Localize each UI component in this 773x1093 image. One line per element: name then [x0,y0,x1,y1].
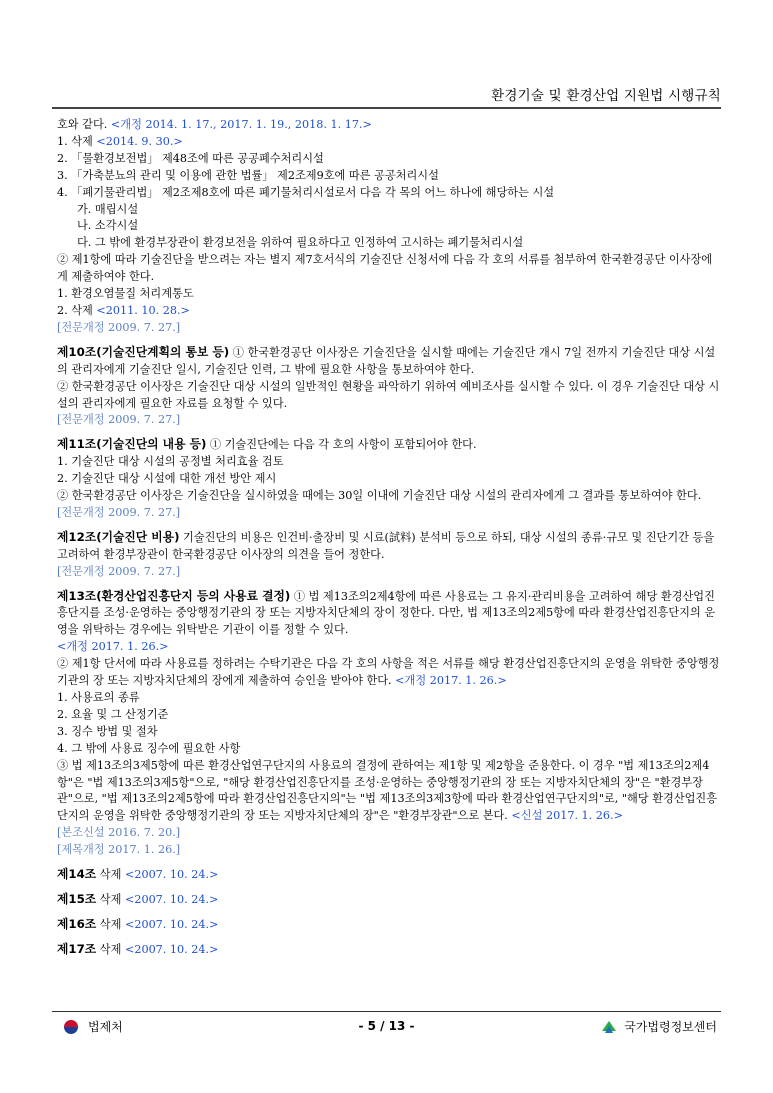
paragraph: ② 제1항 단서에 따라 사용료를 정하려는 수탁기관은 다음 각 호의 사항을 적은 서류를 해당 환경산업진흥단지의 운영을 위탁한 중앙행정기관의 장 또는 지방자치단체의 장에게 제출하여 승인을 받아야 한다. <개정 2017. 1. 26.> [57,657,720,688]
article-heading: 제14조 [57,867,97,882]
amendment-tag: <2007. 10. 24.> [124,942,219,956]
article-15: 제15조 삭제 <2007. 10. 24.> [57,891,219,906]
amendment-tag: <개정 2017. 1. 26.> [57,640,169,654]
line: 다. 그 밖에 환경부장관이 환경보전을 위하여 필요하다고 인정하여 고시하는 폐기물처리시설 [77,236,524,250]
document-title: 환경기술 및 환경산업 지원법 시행규칙 [491,88,721,104]
article-17: 제17조 삭제 <2007. 10. 24.> [57,941,219,956]
document-body [57,117,721,959]
article-11: 제11조(기술진단의 내용 등) ① 기술진단에는 다음 각 호의 사항이 포함되어야 한다. [57,437,477,452]
footer-divider [52,1011,721,1012]
revision-note: [본조신설 2016. 7. 20.] [57,826,181,840]
amendment-tag: <2007. 10. 24.> [124,868,219,882]
amendment-tag: <개정 2017. 1. 26.> [395,674,507,688]
footer-source-label: 법제처 [88,1020,123,1034]
line: 4. 그 밖에 사용료 징수에 필요한 사항 [57,741,241,755]
line: 2. 요율 및 그 산정기준 [57,707,169,721]
article-12: 제12조(기술진단 비용) 기술진단의 비용은 인건비·출장비 및 시료(試料) 분석비 등으로 하되, 대상 시설의 종류·규모 및 진단기간 등을 고려하여 환경부장관이 한국환경공단 이사장의 의견을 들어 정한다. [57,529,715,561]
amendment-tag: <신설 2017. 1. 26.> [511,809,623,823]
footer-center-label: 국가법령정보센터 [624,1020,717,1034]
law-center-logo-icon [600,1019,618,1035]
revision-note: [제목개정 2017. 1. 26.] [57,843,181,857]
article-heading: 제16조 [57,916,97,931]
line: 2. 「물환경보전법」 제48조에 따른 공공폐수처리시설 [57,151,324,165]
line: 1. 환경오염물질 처리계통도 [57,287,194,301]
article-heading: 제10조(기술진단계획의 통보 등) [57,344,230,359]
header-divider [52,107,721,109]
article-14: 제14조 삭제 <2007. 10. 24.> [57,867,219,882]
article-heading: 제11조(기술진단의 내용 등) [57,437,207,452]
amendment-tag: <개정 2014. 1. 17., 2017. 1. 19., 2018. 1. 17.> [110,118,372,131]
page-number: - 5 / 13 - [358,1019,415,1033]
paragraph: ② 한국환경공단 이사장은 기술진단을 실시하였을 때에는 30일 이내에 기술진단 대상 시설의 관리자에게 그 결과를 통보하여야 한다. [57,489,702,503]
footer-right [600,1018,717,1035]
article-10: 제10조(기술진단계획의 통보 등) ① 한국환경공단 이사장은 기술진단을 실시할 때에는 기술진단 개시 7일 전까지 기술진단 대상 시설의 관리자에게 기술진단 일시, 기술진단 인력, 그 밖에 필요한 사항을 통보하여야 한다. [57,344,716,376]
line: 나. 소각시설 [77,219,139,233]
page-footer [52,1018,721,1042]
revision-note: [전문개정 2009. 7. 27.] [57,505,181,519]
article-13: 제13조(환경산업진흥단지 등의 사용료 결정) ① 법 제13조의2제4항에 따른 사용료는 그 유지·관리비용을 고려하여 해당 환경산업진흥단지를 조성·운영하는 중앙행정기관의 장 또는 지방자치단체의 장이 정한다. 다만, 법 제13조의2제5항에 따라 환경산업진흥단지의 운영을 위탁하는 경우에는 위탁받은 기관이 이를 정할 수 있다. [57,588,716,637]
paragraph: ③ 법 제13조의3제5항에 따른 환경산업연구단지의 사용료의 결정에 관하여는 제1항 및 제2항을 준용한다. 이 경우 "법 제13조의2제4항"은 "법 제13조의3제5항"으로, "해당 환경산업진흥단지를 조성·운영하는 중앙행정기관의 장 또는 지방자치단체의 장"은 "환경부장관"으로, "법 제13조의2제5항에 따라 환경산업진흥단지의"는 "법 제13조의3제3항에 따라 환경산업연구단지의"로, "해당 환경산업진흥단지의 운영을 위탁한 중앙행정기관의 장 또는 지방자치단체의 장"은 "환경부장관"으로 본다. <신설 2017. 1. 26.> [57,758,718,823]
article-heading: 제17조 [57,941,97,956]
line: 호와 같다. <개정 2014. 1. 17., 2017. 1. 19., 2018. 1. 17.> [57,118,372,131]
amendment-tag: <2014. 9. 30.> [96,134,183,148]
line: 3. 징수 방법 및 절차 [57,724,158,738]
line: 2. 기술진단 대상 시설에 대한 개선 방안 제시 [57,472,277,486]
revision-note: [전문개정 2009. 7. 27.] [57,320,181,334]
line: 가. 매립시설 [77,202,139,216]
article-heading: 제12조(기술진단 비용) [57,529,180,544]
revision-note: [전문개정 2009. 7. 27.] [57,413,181,427]
line: 1. 사용료의 종류 [57,691,140,704]
paragraph: ② 한국환경공단 이사장은 기술진단 대상 시설의 일반적인 현황을 파악하기 위하여 예비조사를 실시할 수 있다. 이 경우 기술진단 대상 시설의 관리자에게 필요한 자료를 요청할 수 있다. [57,379,720,410]
revision-note: [전문개정 2009. 7. 27.] [57,564,181,578]
line: 1. 삭제 <2014. 9. 30.> [57,134,183,148]
article-heading: 제15조 [57,891,97,906]
line: 4. 「폐기물관리법」 제2조제8호에 따른 폐기물처리시설로서 다음 각 목의 어느 하나에 해당하는 시설 [57,185,555,199]
line: 2. 삭제 <2011. 10. 28.> [57,303,190,317]
amendment-tag: <2011. 10. 28.> [96,303,190,317]
article-16: 제16조 삭제 <2007. 10. 24.> [57,916,219,931]
line: 3. 「가축분뇨의 관리 및 이용에 관한 법률」 제2조제9호에 따른 공공처리시설 [57,168,439,182]
amendment-tag: <2007. 10. 24.> [124,892,219,906]
paragraph: ② 제1항에 따라 기술진단을 받으려는 자는 별지 제7호서식의 기술진단 신청서에 다음 각 호의 서류를 첨부하여 한국환경공단 이사장에게 제출하여야 한다. [57,253,713,284]
line: 1. 기술진단 대상 시설의 공정별 처리효율 검토 [57,455,284,469]
article-heading: 제13조(환경산업진흥단지 등의 사용료 결정) [57,588,291,603]
amendment-tag: <2007. 10. 24.> [124,917,219,931]
